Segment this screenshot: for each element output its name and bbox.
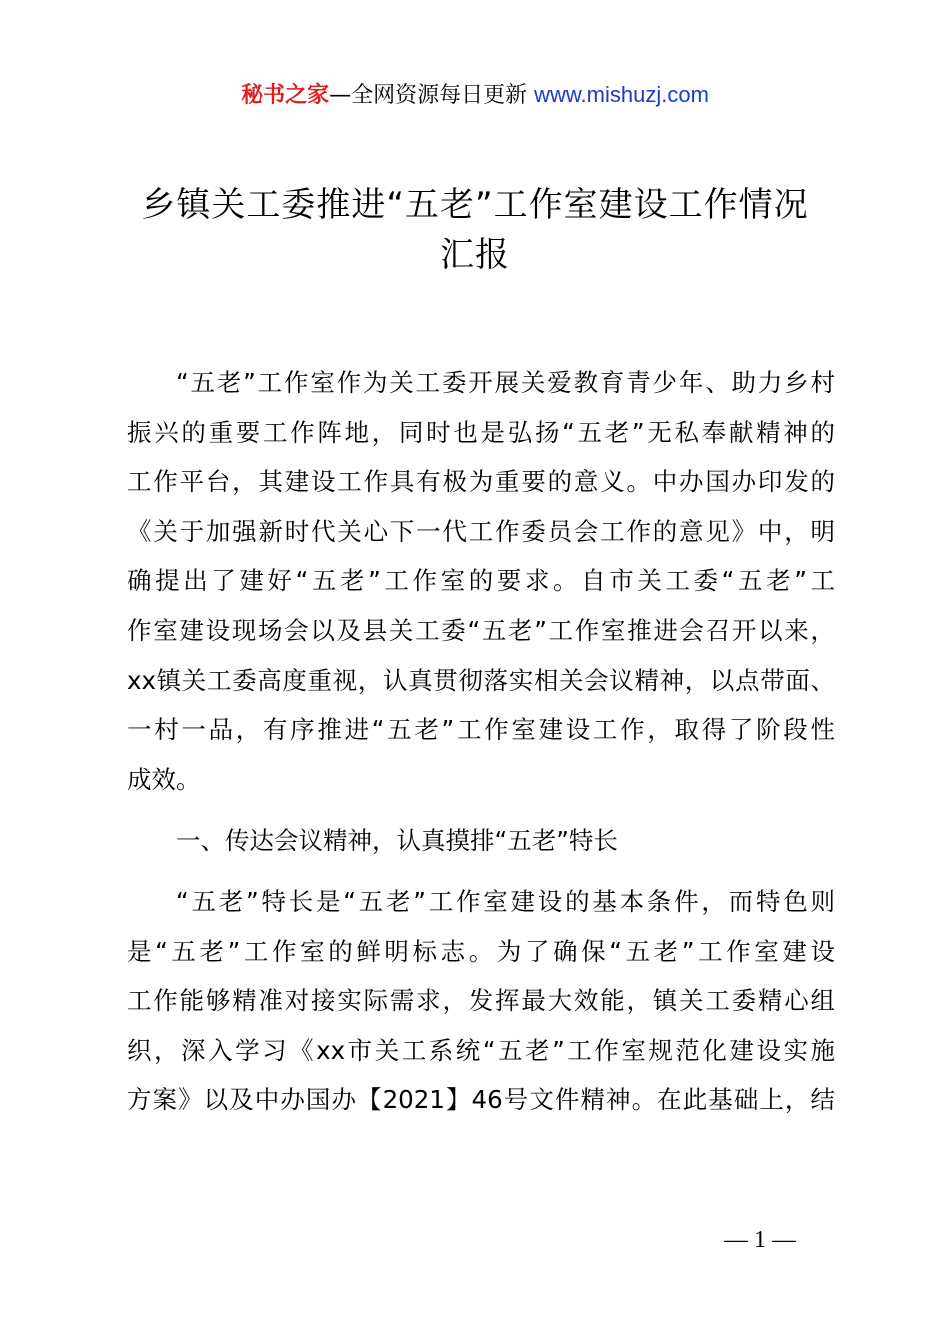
text-line: 工作平台，其建设工作具有极为重要的意义。中办国办印发的 <box>127 467 835 497</box>
banner-brand: 秘书之家 <box>241 83 330 108</box>
text-line: “五老”工作室作为关工委开展关爱教育青少年、助力乡村 <box>176 368 835 397</box>
text-line: 作室建设现场会以及县关工委“五老”工作室推进会召开以来， <box>127 615 835 645</box>
document-title <box>100 180 850 280</box>
text-line: 一村一品，有序推进“五老”工作室建设工作，取得了阶段性 <box>127 715 835 745</box>
paragraph-intro <box>127 358 835 804</box>
text-line: 织，深入学习《xx市关工系统“五老”工作室规范化建设实施 <box>127 1035 835 1065</box>
heading-text: 一、传达会议精神，认真摸排“五老”特长 <box>176 826 618 855</box>
banner-slogan: —全网资源每日更新 <box>329 83 535 108</box>
text-line: 《关于加强新时代关心下一代工作委员会工作的意见》中，明 <box>127 516 835 546</box>
text-line: 是“五老”工作室的鲜明标志。为了确保“五老”工作室建设 <box>127 936 835 966</box>
text-line: 成效。 <box>127 764 201 794</box>
title-line: 汇报 <box>440 235 510 275</box>
text-line: 方案》以及中办国办【2021】46号文件精神。在此基础上，结 <box>127 1085 835 1115</box>
banner-url-link[interactable]: www.mishuzj.com <box>534 82 709 107</box>
text-line: xx镇关工委高度重视，认真贯彻落实相关会议精神，以点带面、 <box>127 665 835 695</box>
text-line: 振兴的重要工作阵地，同时也是弘扬“五老”无私奉献精神的 <box>127 417 835 447</box>
page-number: — 1 — <box>724 1227 796 1253</box>
title-line: 乡镇关工委推进“五老”工作室建设工作情况 <box>141 185 809 225</box>
text-line: 工作能够精准对接实际需求，发挥最大效能，镇关工委精心组 <box>127 986 835 1016</box>
text-line: “五老”特长是“五老”工作室建设的基本条件，而特色则 <box>176 887 835 916</box>
section-heading-1 <box>127 816 835 866</box>
paragraph-section-1 <box>127 877 835 1125</box>
site-banner <box>0 78 950 113</box>
text-line: 确提出了建好“五老”工作室的要求。自市关工委“五老”工 <box>127 566 835 596</box>
